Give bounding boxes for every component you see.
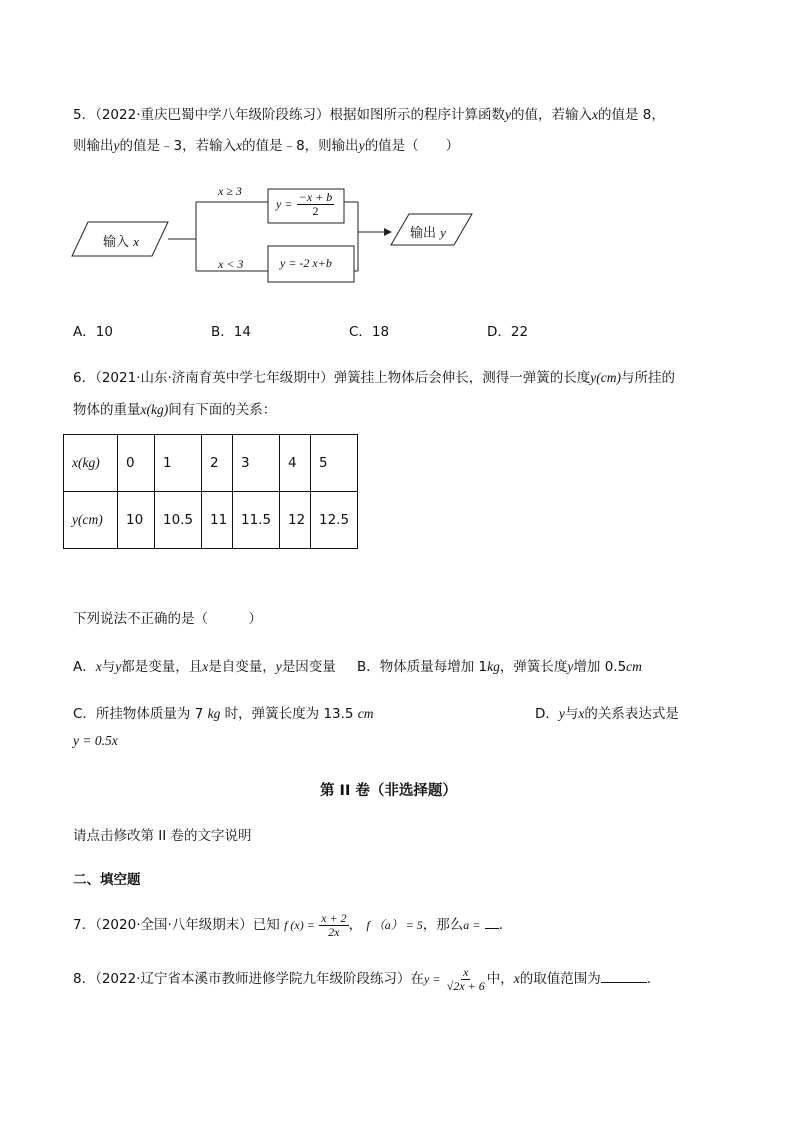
q5-var-x: x — [592, 107, 598, 122]
var-x: x — [578, 706, 585, 721]
var-y: y — [115, 659, 122, 674]
output-var: y — [440, 225, 446, 240]
q5-var-y: y — [505, 107, 511, 122]
arrow-head-icon — [384, 228, 392, 236]
q5-var-y: y — [113, 138, 120, 153]
q5-var-y: y — [358, 138, 365, 153]
q6-opt-text: 都是变量，且 — [121, 659, 203, 675]
var-y: y — [275, 659, 282, 674]
table-cell: x(kg) — [64, 435, 118, 492]
q6-opt-text: B．物体质量每增加 1 — [357, 659, 488, 675]
q5-var-x: x — [236, 138, 243, 153]
q5-option-c[interactable]: C．18 — [349, 324, 390, 340]
q6-opt-text: 与 — [564, 706, 579, 722]
q5-text: 的值，若输入 — [511, 107, 592, 123]
section-part-heading: 二、填空题 — [73, 872, 141, 888]
table-cell: 11 — [202, 492, 233, 549]
q8-var-x: x — [513, 971, 520, 987]
q8-text: 的取值范围为 — [519, 971, 601, 988]
table-cell: 5 — [311, 435, 358, 492]
q7-den: 2x — [328, 924, 340, 939]
q5-line2 — [73, 134, 459, 154]
formula-top-lhs: y = — [276, 197, 293, 212]
q5-text: 的值是 8， — [598, 107, 665, 123]
q5-option-b[interactable]: B．14 — [211, 324, 251, 340]
q8-den: √2x + 6 — [446, 978, 485, 993]
table-cell: 0 — [118, 435, 155, 492]
q6-option-b[interactable] — [357, 655, 642, 675]
formula-top — [276, 191, 334, 217]
q5-text: 的值是﹣8，则输出 — [242, 138, 359, 154]
table-cell: 3 — [233, 435, 280, 492]
var-y: y — [558, 706, 565, 721]
q5-option-a[interactable]: A．10 — [73, 324, 113, 340]
q8-lhs: y = — [424, 972, 441, 987]
q8-line — [73, 966, 651, 992]
q7-text: ，那么 — [422, 917, 464, 934]
q5-text: 的值是（ ） — [364, 138, 460, 154]
q6-text: 6．（2021·山东·济南育英中学七年级期中）弹簧挂上物体后会伸长，测得一弹簧的长度 — [73, 370, 591, 386]
table-cell: 10.5 — [155, 492, 202, 549]
q8-num: x — [463, 965, 469, 979]
q7-a-eq: a = — [463, 918, 481, 933]
table-cell: 10 — [118, 492, 155, 549]
q6-option-c[interactable] — [73, 702, 374, 722]
q6-var-y: y(cm) — [590, 370, 622, 385]
spring-table — [63, 434, 358, 549]
condition-top: x ≥ 3 — [218, 184, 242, 198]
q6-var-x: x(kg) — [140, 402, 169, 417]
q8-answer-blank[interactable] — [601, 970, 647, 983]
table-cell: 4 — [280, 435, 311, 492]
table-cell: 1 — [155, 435, 202, 492]
section-note[interactable]: 请点击修改第 II 卷的文字说明 — [73, 828, 252, 844]
input-label — [103, 231, 139, 250]
q5-option-d[interactable]: D．22 — [487, 324, 529, 340]
q6-opt-text: C．所挂物体质量为 7 — [73, 706, 208, 722]
table-cell: 12.5 — [311, 492, 358, 549]
var-y: y — [567, 659, 574, 674]
q7-line — [73, 912, 503, 938]
table-row — [64, 435, 358, 492]
q6-line2 — [73, 398, 276, 418]
q6-opt-text: D． — [535, 706, 559, 722]
q6-opt-text: 与 — [101, 659, 116, 675]
q7-fa: f （a） = 5 — [366, 918, 423, 933]
q6-opt-text: 时，弹簧长度为 13.5 — [220, 706, 358, 722]
q8-end: . — [646, 971, 652, 988]
q6-line1 — [73, 366, 675, 386]
table-cell: y(cm) — [64, 492, 118, 549]
unit-kg: kg — [487, 659, 500, 674]
q5-text: 则输出 — [73, 138, 114, 154]
formula-top-den: 2 — [312, 203, 319, 218]
q8-text: 8．（2022·辽宁省本溪市教师进修学院九年级阶段练习）在 — [73, 971, 424, 988]
q5-text: 的值是﹣3，若输入 — [119, 138, 237, 154]
output-label — [410, 222, 446, 241]
table-cell: 11.5 — [233, 492, 280, 549]
table-cell: 2 — [202, 435, 233, 492]
table-cell: 12 — [280, 492, 311, 549]
unit-kg: kg — [207, 706, 221, 721]
q7-text: ， — [348, 917, 363, 934]
q6-opt-text: 的关系表达式是 — [584, 706, 679, 722]
q6-text: 物体的重量 — [73, 402, 141, 418]
input-text: 输入 — [103, 235, 130, 250]
var-x: x — [95, 659, 102, 674]
q8-text: 中， — [486, 971, 514, 988]
q6-opt-text: 增加 0.5 — [573, 659, 627, 675]
input-var: x — [133, 234, 139, 249]
q7-end: . — [498, 917, 503, 934]
unit-cm: cm — [626, 659, 642, 674]
formula-top-num: −x + b — [298, 190, 333, 204]
q5-text: 5．（2022·重庆巴蜀中学八年级阶段练习）根据如图所示的程序计算函数 — [73, 107, 505, 123]
q6-option-d-expr: y = 0.5x — [73, 733, 118, 748]
q6-opt-text: ，弹簧长度 — [499, 659, 568, 675]
unit-cm: cm — [357, 706, 374, 721]
q5-line1 — [73, 103, 665, 123]
q6-opt-text: 是因变量 — [281, 659, 336, 675]
q6-opt-text: A． — [73, 659, 96, 675]
q7-text: 7．（2020·全国·八年级期末）已知 — [73, 917, 280, 934]
q6-opt-text: 是自变量， — [208, 659, 276, 675]
q6-prompt: 下列说法不正确的是（ ） — [73, 611, 262, 627]
q7-answer-blank[interactable] — [485, 916, 499, 929]
q6-option-d[interactable] — [535, 702, 679, 722]
condition-bottom: x < 3 — [218, 257, 244, 271]
formula-bottom: y = -2 x+b — [280, 256, 332, 270]
output-text: 输出 — [410, 226, 437, 241]
q6-text: 间有下面的关系： — [168, 402, 277, 418]
q7-num: x + 2 — [321, 911, 347, 925]
table-row — [64, 492, 358, 549]
section-title: 第 II 卷（非选择题） — [320, 783, 457, 799]
q7-fx: f (x) = — [284, 918, 315, 933]
q6-option-a[interactable] — [73, 655, 336, 675]
q6-text: 与所挂的 — [621, 370, 676, 386]
var-x: x — [202, 659, 209, 674]
